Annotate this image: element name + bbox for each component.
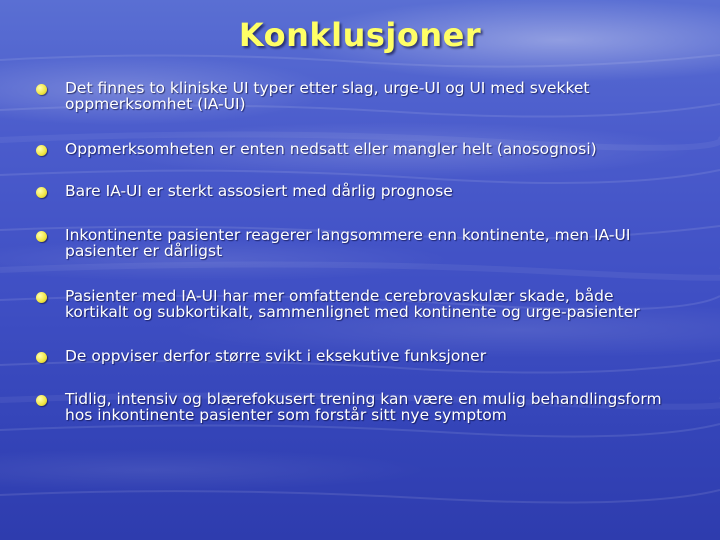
bullet-item xyxy=(36,348,676,364)
bullet-dot-icon xyxy=(36,84,47,95)
bullet-dot-icon xyxy=(36,292,47,303)
bullet-item xyxy=(36,80,676,112)
bullet-dot-icon xyxy=(36,352,47,363)
bullet-item xyxy=(36,227,676,259)
bullet-text: Inkontinente pasienter reagerer langsommere enn kontinente, men IA-UI pasienter er dårligst xyxy=(65,226,631,260)
bullet-text: Bare IA-UI er sterkt assosiert med dårlig prognose xyxy=(65,182,453,200)
bullet-item xyxy=(36,391,676,423)
bullet-text: Det finnes to kliniske UI typer etter slag, urge-UI og UI med svekket oppmerksomhet (IA-UI) xyxy=(65,79,590,113)
bullet-dot-icon xyxy=(36,145,47,156)
bullet-text: De oppviser derfor større svikt i eksekutive funksjoner xyxy=(65,347,487,365)
bullet-text: Pasienter med IA-UI har mer omfattende cerebrovaskulær skade, både kortikalt og subkortikalt, sammenlignet med kontinente og urge-pasienter xyxy=(65,287,640,321)
bullet-text: Oppmerksomheten er enten nedsatt eller mangler helt (anosognosi) xyxy=(65,140,597,158)
bullet-item xyxy=(36,141,676,157)
bullet-dot-icon xyxy=(36,231,47,242)
bullet-text: Tidlig, intensiv og blærefokusert trening kan være en mulig behandlingsform hos inkontinente pasienter som forstår sitt nye symptom xyxy=(65,390,662,424)
bullet-dot-icon xyxy=(36,187,47,198)
slide-title: Konklusjoner xyxy=(238,16,482,54)
bullet-item xyxy=(36,183,676,199)
bullet-item xyxy=(36,288,676,320)
bullet-dot-icon xyxy=(36,395,47,406)
